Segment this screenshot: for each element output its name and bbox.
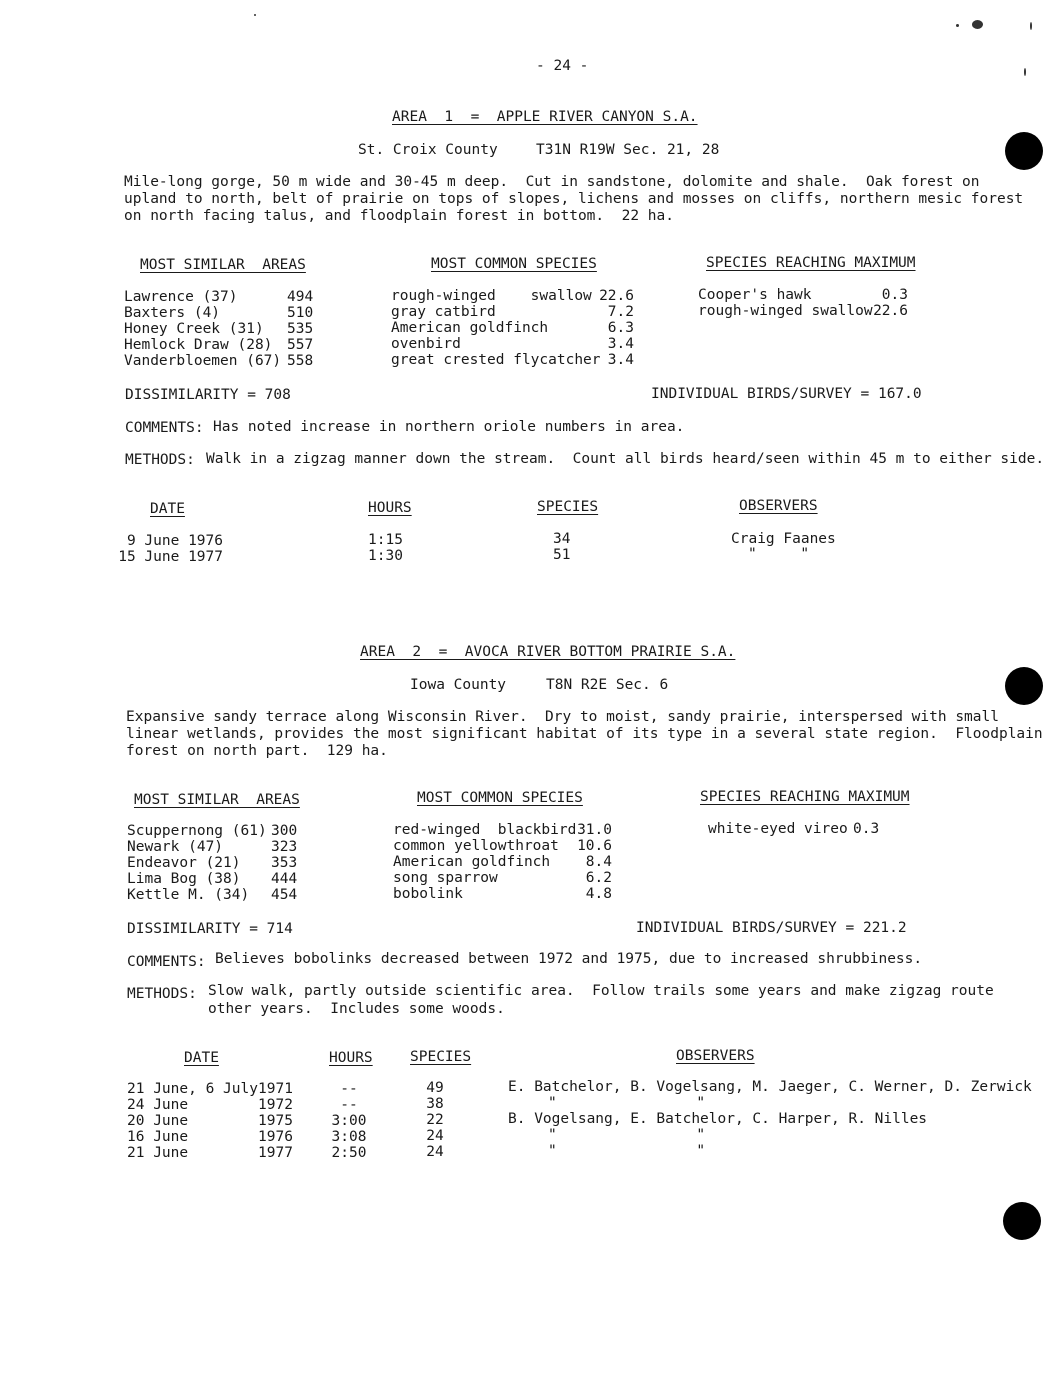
area-name: Newark (47) [127, 839, 224, 855]
area-name: Lawrence (37) [124, 289, 238, 305]
species-value: 10.6 [577, 838, 612, 854]
survey-species: 24 [426, 1128, 444, 1144]
county: Iowa County [410, 677, 507, 693]
species-value: 22.6 [599, 288, 634, 304]
header-species-reaching-maximum: SPECIES REACHING MAXIMUM [700, 789, 910, 805]
survey-species: 24 [426, 1144, 444, 1160]
area-value: 444 [271, 871, 298, 887]
survey-date: 21 June, 6 July [127, 1081, 258, 1097]
species-name: white-eyed vireo [708, 821, 848, 837]
survey-observers: Craig Faanes [731, 531, 836, 547]
column-header-date: DATE [184, 1050, 219, 1066]
area-name: Scuppernong (61) [127, 823, 267, 839]
species-value: 0.3 [881, 287, 908, 303]
methods-text: Slow walk, partly outside scientific area. Follow trails some years and make zigzag route [208, 983, 994, 999]
species-name: red-winged blackbird [393, 822, 577, 838]
species-value: 8.4 [585, 854, 612, 870]
individual-birds-survey: INDIVIDUAL BIRDS/SURVEY = 167.0 [651, 386, 922, 402]
species-name: American goldfinch [391, 320, 549, 336]
area-value: 535 [287, 321, 314, 337]
punch-hole-top [1005, 132, 1043, 170]
methods-text: other years. Includes some woods. [208, 1001, 505, 1017]
comments-label: COMMENTS: [127, 954, 206, 970]
punch-hole-middle [1005, 667, 1043, 705]
area-title: AREA 2 = AVOCA RIVER BOTTOM PRAIRIE S.A. [360, 644, 736, 660]
area-name: Honey Creek (31) [124, 321, 264, 337]
survey-species: 49 [426, 1080, 444, 1096]
comments-text: Has noted increase in northern oriole numbers in area. [213, 419, 685, 435]
species-value: 4.8 [585, 886, 612, 902]
species-name: American goldfinch [393, 854, 551, 870]
area-name: Baxters (4) [124, 305, 221, 321]
dissimilarity: DISSIMILARITY = 714 [127, 921, 293, 937]
survey-species: 34 [553, 531, 571, 547]
survey-date: 16 June [127, 1129, 189, 1145]
methods-label: METHODS: [127, 986, 197, 1002]
survey-year: 1972 [258, 1097, 293, 1113]
species-value: 0.3 [853, 821, 880, 837]
individual-birds-survey: INDIVIDUAL BIRDS/SURVEY = 221.2 [636, 920, 907, 936]
survey-year: 1977 [258, 1145, 293, 1161]
area-title: AREA 1 = APPLE RIVER CANYON S.A. [392, 109, 698, 125]
column-header-date: DATE [150, 501, 185, 517]
description-line: linear wetlands, provides the most significant habitat of its type in a several state region. Floodplain [126, 726, 1043, 742]
survey-species: 51 [553, 547, 571, 563]
survey-hours: 1:15 [368, 532, 403, 548]
scan-speck [254, 14, 256, 16]
species-value: 6.3 [607, 320, 634, 336]
survey-year: 1976 [258, 1129, 293, 1145]
column-header-species: SPECIES [410, 1049, 472, 1065]
legal-location: T31N R19W Sec. 21, 28 [536, 142, 720, 158]
area-value: 323 [271, 839, 298, 855]
species-name: bobolink [393, 886, 463, 902]
page-number: - 24 - [536, 58, 589, 74]
area-name: Hemlock Draw (28) [124, 337, 273, 353]
survey-date: 9 June 1976 [126, 533, 223, 549]
area-value: 557 [287, 337, 314, 353]
comments-text: Believes bobolinks decreased between 1972 and 1975, due to increased shrubbiness. [215, 951, 923, 967]
species-value: 3.4 [607, 352, 634, 368]
survey-hours: 2:50 [331, 1145, 367, 1161]
column-header-hours: HOURS [368, 500, 412, 516]
survey-observers: " " [548, 1095, 706, 1111]
species-name: great crested flycatcher [391, 352, 601, 368]
dissimilarity: DISSIMILARITY = 708 [125, 387, 291, 403]
county: St. Croix County [358, 142, 498, 158]
column-header-observers: OBSERVERS [739, 498, 818, 514]
header-most-similar-areas: MOST SIMILAR AREAS [140, 257, 306, 273]
header-most-common-species: MOST COMMON SPECIES [431, 256, 597, 272]
survey-hours: 1:30 [368, 548, 403, 564]
header-most-similar-areas: MOST SIMILAR AREAS [134, 792, 300, 808]
species-name: gray catbird [391, 304, 496, 320]
survey-observers: B. Vogelsang, E. Batchelor, C. Harper, R. Nilles [508, 1111, 928, 1127]
column-header-species: SPECIES [537, 499, 599, 515]
column-header-hours: HOURS [329, 1050, 373, 1066]
description-line: upland to north, belt of prairie on tops of slopes, lichens and mosses on cliffs, northern mesic forest [124, 191, 1024, 207]
survey-date: 21 June [127, 1145, 189, 1161]
survey-species: 38 [426, 1096, 444, 1112]
survey-year: 1975 [258, 1113, 293, 1129]
area-value: 510 [287, 305, 314, 321]
survey-date: 20 June [127, 1113, 189, 1129]
area-name: Endeavor (21) [127, 855, 241, 871]
species-name: ovenbird [391, 336, 461, 352]
species-name: Cooper's hawk [698, 287, 812, 303]
species-name: rough-winged swallow [698, 303, 873, 319]
scan-speck [956, 24, 959, 27]
species-value: 31.0 [577, 822, 612, 838]
area-name: Lima Bog (38) [127, 871, 241, 887]
survey-hours: -- [340, 1097, 358, 1113]
header-species-reaching-maximum: SPECIES REACHING MAXIMUM [706, 255, 916, 271]
punch-hole-bottom [1003, 1202, 1041, 1240]
description-line: Mile-long gorge, 50 m wide and 30-45 m deep. Cut in sandstone, dolomite and shale. Oak forest on [124, 174, 980, 190]
survey-hours: 3:00 [331, 1113, 367, 1129]
area-name: Vanderbloemen (67) [124, 353, 282, 369]
survey-observers: " " [748, 546, 810, 562]
scan-speck [1024, 68, 1026, 76]
description-line: Expansive sandy terrace along Wisconsin River. Dry to moist, sandy prairie, interspersed with small [126, 709, 999, 725]
legal-location: T8N R2E Sec. 6 [546, 677, 669, 693]
species-value: 22.6 [873, 303, 908, 319]
methods-text: Walk in a zigzag manner down the stream. Count all birds heard/seen within 45 m to either side. [206, 451, 1045, 467]
survey-observers: " " [548, 1143, 706, 1159]
methods-label: METHODS: [125, 452, 195, 468]
survey-hours: -- [340, 1081, 358, 1097]
scan-speck [972, 20, 983, 29]
species-name: song sparrow [393, 870, 498, 886]
scan-speck [1030, 22, 1032, 30]
description-line: on north facing talus, and floodplain forest in bottom. 22 ha. [124, 208, 674, 224]
survey-date: 15 June 1977 [118, 549, 223, 565]
survey-date: 24 June [127, 1097, 189, 1113]
header-most-common-species: MOST COMMON SPECIES [417, 790, 583, 806]
species-value: 6.2 [585, 870, 612, 886]
area-value: 454 [271, 887, 298, 903]
survey-year: 1971 [258, 1081, 293, 1097]
survey-species: 22 [426, 1112, 444, 1128]
species-value: 3.4 [607, 336, 634, 352]
column-header-observers: OBSERVERS [676, 1048, 755, 1064]
species-name: rough-winged swallow [391, 288, 592, 304]
description-line: forest on north part. 129 ha. [126, 743, 388, 759]
survey-observers: " " [548, 1127, 706, 1143]
comments-label: COMMENTS: [125, 420, 204, 436]
area-name: Kettle M. (34) [127, 887, 250, 903]
area-value: 353 [271, 855, 298, 871]
area-value: 494 [287, 289, 314, 305]
survey-hours: 3:08 [331, 1129, 367, 1145]
area-value: 558 [287, 353, 314, 369]
species-name: common yellowthroat [393, 838, 559, 854]
survey-observers: E. Batchelor, B. Vogelsang, M. Jaeger, C. Werner, D. Zerwick [508, 1079, 1032, 1095]
species-value: 7.2 [607, 304, 634, 320]
area-value: 300 [271, 823, 298, 839]
